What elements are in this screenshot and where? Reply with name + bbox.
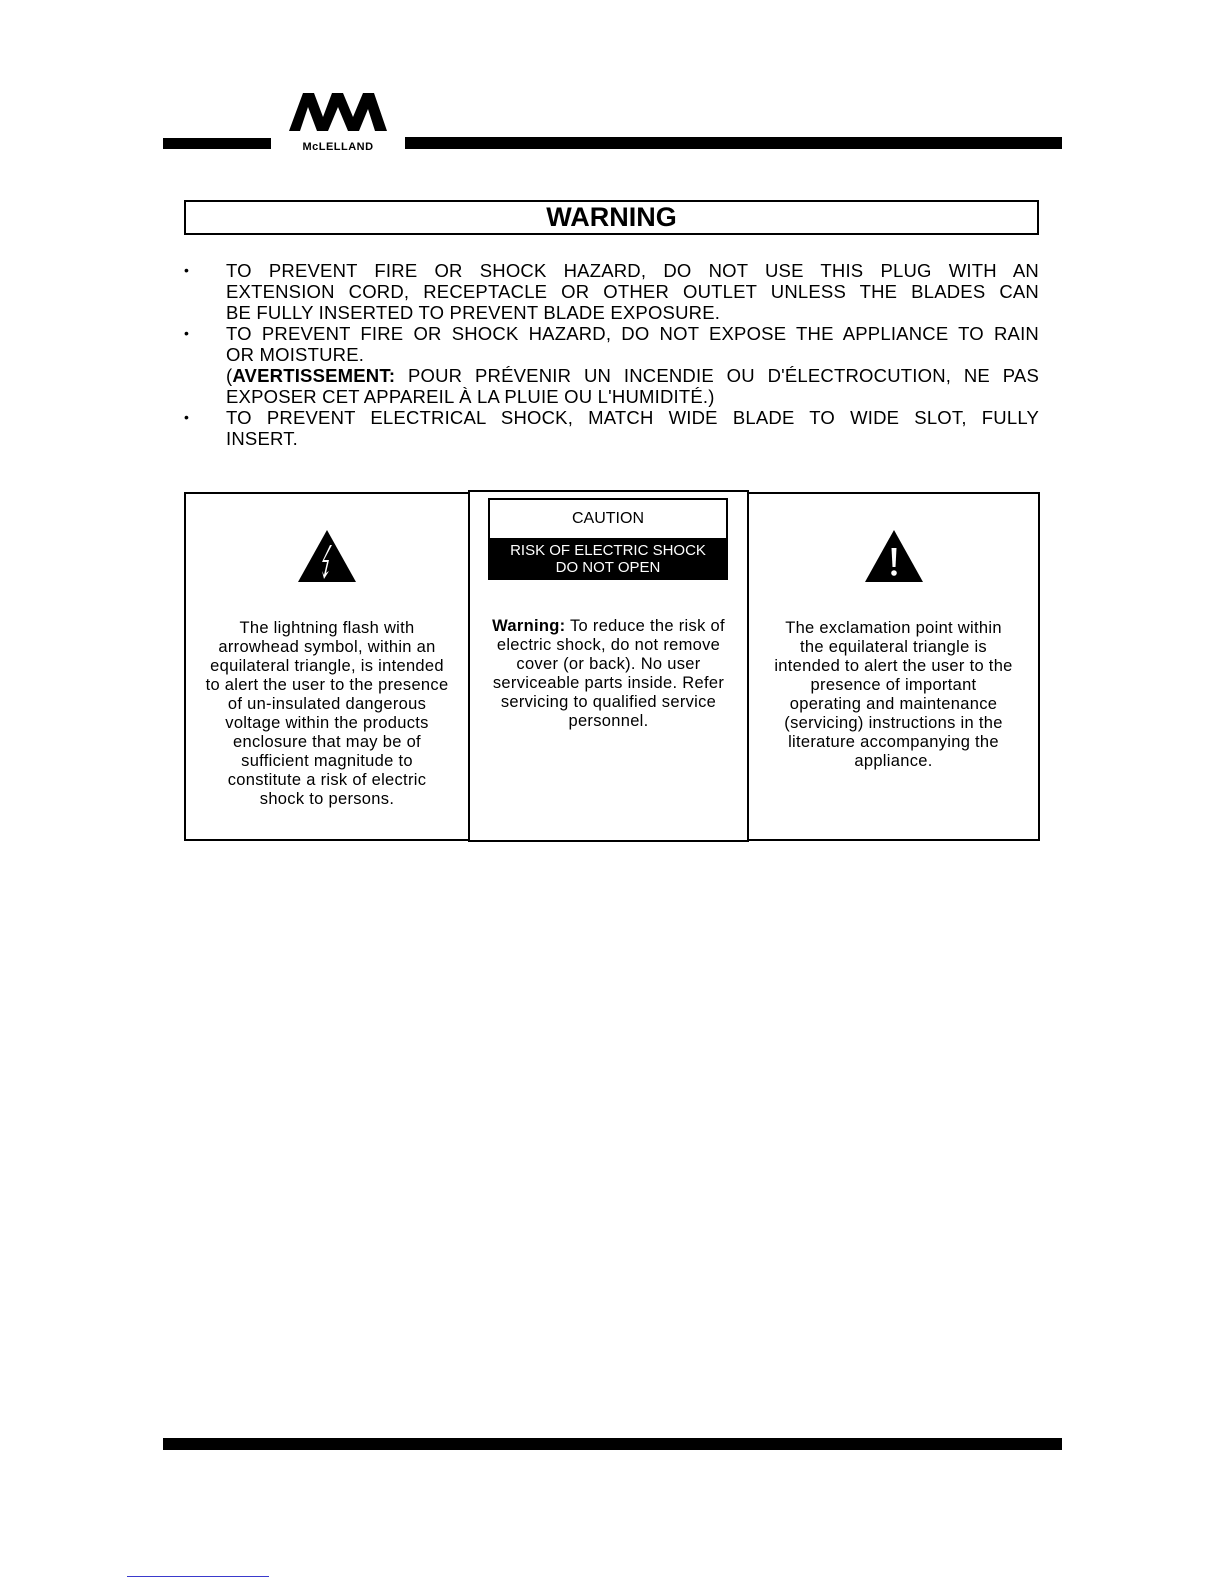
description-line: The exclamation point within [785, 619, 1002, 637]
warning-line: OR MOISTURE. [226, 344, 365, 365]
description-line: servicing to qualified service [500, 693, 717, 711]
french-open-paren: ( [226, 365, 233, 386]
warning-line: TO PREVENT FIRE OR SHOCK HAZARD, DO NOT EXPOSE THE APPLIANCE TO RAIN [226, 323, 1039, 344]
description-line: voltage within the products [225, 714, 429, 732]
description-line: arrowhead symbol, within an [218, 638, 436, 656]
caution-subtitle-line: RISK OF ELECTRIC SHOCK [510, 542, 706, 559]
french-warning-line: EXPOSER CET APPAREIL À LA PLUIE OU L'HUMIDITÉ.) [226, 386, 715, 407]
caution-subtitle [490, 538, 726, 578]
warning-item [184, 407, 1039, 449]
french-warning-label: AVERTISSEMENT: [232, 365, 396, 386]
description-line: presence of important [810, 676, 977, 694]
warning-item [184, 323, 1039, 407]
description-line: to alert the user to the presence [205, 676, 449, 694]
description-line: intended to alert the user to the [774, 657, 1013, 675]
caution-warning-label: Warning: [492, 617, 566, 635]
description-line: (servicing) instructions in the [784, 714, 1003, 732]
description-line: The lightning flash with [239, 619, 415, 637]
french-warning-line [226, 365, 1039, 386]
header-rule-left [163, 138, 271, 149]
warning-title: WARNING [184, 200, 1039, 235]
description-line: literature accompanying the [788, 733, 999, 751]
description-text: To reduce the risk of [565, 617, 725, 635]
caution-description [480, 617, 737, 731]
lightning-triangle-icon [297, 529, 357, 583]
warning-line: TO PREVENT ELECTRICAL SHOCK, MATCH WIDE BLADE TO WIDE SLOT, FULLY [226, 407, 1039, 428]
description-line: enclosure that may be of [233, 733, 421, 751]
description-line: shock to persons. [259, 790, 395, 808]
description-line: equilateral triangle, is intended [210, 657, 444, 675]
warning-list [184, 260, 1039, 449]
description-line: sufficient magnitude to [241, 752, 413, 770]
warning-line: BE FULLY INSERTED TO PREVENT BLADE EXPOSURE. [226, 302, 721, 323]
exclamation-symbol-cell [747, 492, 1040, 841]
caution-title: CAUTION [572, 510, 644, 527]
description-line: appliance. [854, 752, 933, 770]
description-line: the equilateral triangle is [800, 638, 987, 656]
lightning-symbol-cell [184, 492, 470, 841]
description-line: personnel. [568, 712, 649, 730]
description-line: serviceable parts inside. Refer [492, 674, 725, 692]
description-line [480, 617, 737, 636]
lightning-description [196, 619, 458, 809]
warning-line: EXTENSION CORD, RECEPTACLE OR OTHER OUTLET UNLESS THE BLADES CAN [226, 281, 1039, 302]
caution-label [488, 498, 728, 580]
bullet-icon: • [184, 325, 190, 341]
caution-cell [468, 490, 749, 842]
bullet-icon: • [184, 409, 190, 425]
safety-symbol-panel [184, 492, 1040, 841]
french-warning-text: POUR PRÉVENIR UN INCENDIE OU D'ÉLECTROCUTION, NE PAS [395, 365, 1039, 386]
bullet-icon: • [184, 262, 190, 278]
brand-logo [283, 87, 393, 155]
description-line: of un-insulated dangerous [227, 695, 427, 713]
exclamation-description [759, 619, 1028, 771]
warning-line: TO PREVENT FIRE OR SHOCK HAZARD, DO NOT USE THIS PLUG WITH AN [226, 260, 1039, 281]
description-line: cover (or back). No user [516, 655, 701, 673]
description-line: operating and maintenance [789, 695, 998, 713]
footer-underline [127, 1576, 269, 1577]
header-rule-right [405, 137, 1062, 149]
warning-line: INSERT. [226, 428, 298, 449]
exclamation-triangle-icon [864, 529, 924, 583]
description-line: constitute a risk of electric [227, 771, 427, 789]
footer-rule [163, 1438, 1062, 1450]
ma-logo-icon [283, 87, 393, 141]
description-line: electric shock, do not remove [496, 636, 721, 654]
caution-subtitle-line: DO NOT OPEN [555, 559, 661, 576]
warning-item [184, 260, 1039, 323]
brand-name: McLELLAND [302, 141, 374, 153]
